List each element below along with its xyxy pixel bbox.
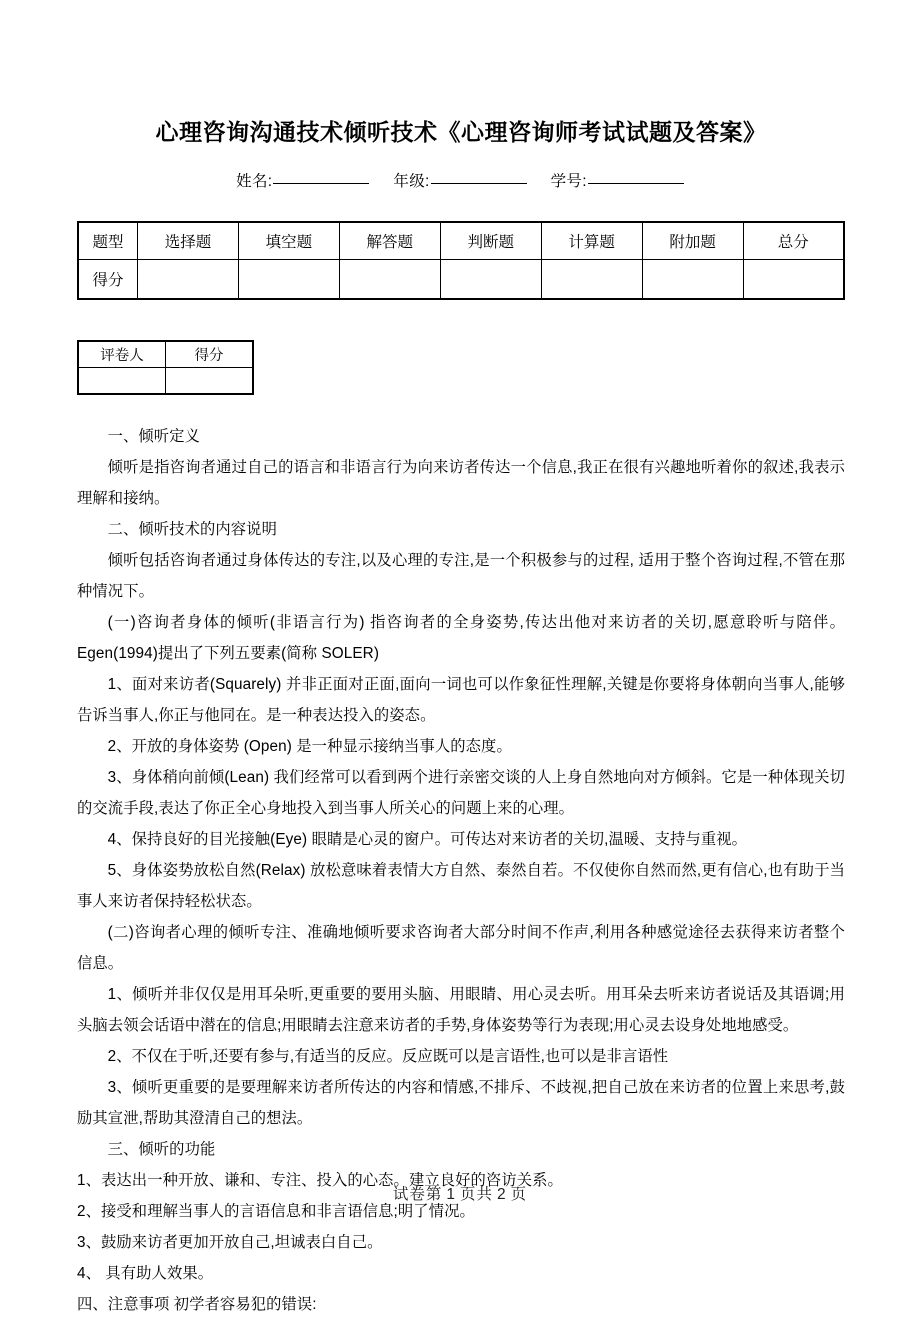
identity-line (77, 169, 845, 191)
body-paragraph: (一)咨询者身体的倾听(非语言行为) 指咨询者的全身姿势,传达出他对来访者的关切,愿意聆听与陪伴。 Egen(1994)提出了下列五要素(简称 SOLER) (77, 613, 845, 662)
body-paragraph: 二、倾听技术的内容说明 (107, 520, 277, 538)
score-header-cell: 选择题 (138, 222, 239, 260)
body-paragraph: 1、面对来访者(Squarely) 并非正面对正面,面向一词也可以作象征性理解,关键是你要将身体朝向当事人,能够告诉当事人,你正与他同在。是一种表达投入的姿态。 (77, 675, 845, 724)
score-table (77, 221, 845, 300)
score-value-cell[interactable] (440, 259, 541, 299)
score-header-cell: 填空题 (238, 222, 339, 260)
score-value-cell[interactable] (238, 259, 339, 299)
score-table-header-row (78, 222, 844, 260)
student-id-blank[interactable] (588, 182, 684, 184)
body-paragraph: 1、表达出一种开放、谦和、专注、投入的心态。建立良好的咨访关系。 (77, 1171, 563, 1189)
footer-total-pages: 2 (497, 1186, 507, 1203)
body-paragraph: 5、身体姿势放松自然(Relax) 放松意味着表情大方自然、泰然自若。不仅使你自然而然,更有信心,也有助于当事人来访者保持轻松状态。 (77, 861, 845, 910)
table-row (78, 259, 844, 299)
grader-table (77, 340, 254, 395)
score-value-cell[interactable] (743, 259, 844, 299)
body-paragraph: 倾听是指咨询者通过自己的语言和非语言行为向来访者传达一个信息,我正在很有兴趣地听着你的叙述,我表示理解和接纳。 (77, 458, 845, 507)
body-paragraph: 三、倾听的功能 (107, 1140, 216, 1158)
name-blank[interactable] (273, 182, 369, 184)
score-header-cell: 判断题 (440, 222, 541, 260)
score-header-cell: 题型 (78, 222, 138, 260)
body-paragraph: 4、保持良好的目光接触(Eye) 眼睛是心灵的窗户。可传达对来访者的关切,温暖、支持与重视。 (107, 830, 748, 848)
grader-header-cell: 评卷人 (78, 341, 166, 368)
body-paragraph: 4、 具有助人效果。 (77, 1264, 214, 1282)
footer-suffix: 页 (510, 1186, 528, 1203)
score-value-cell[interactable] (541, 259, 642, 299)
footer-prefix: 试卷第 (392, 1186, 443, 1203)
body-paragraph: 1、倾听并非仅仅是用耳朵听,更重要的要用头脑、用眼睛、用心灵去听。用耳朵去听来访者说话及其语调;用头脑去领会话语中潜在的信息;用眼睛去注意来访者的手势,身体姿势等行为表现;用心灵去设身处地地感受。 (77, 985, 845, 1034)
score-row-label: 得分 (78, 259, 138, 299)
student-id-label: 学号: (550, 172, 587, 190)
grader-value-cell[interactable] (166, 367, 254, 394)
score-header-cell: 计算题 (541, 222, 642, 260)
score-header-cell: 附加题 (642, 222, 743, 260)
score-value-cell[interactable] (339, 259, 440, 299)
score-value-cell[interactable] (138, 259, 239, 299)
body-paragraph: 倾听包括咨询者通过身体传达的专注,以及心理的专注,是一个积极参与的过程, 适用于整个咨询过程,不管在那种情况下。 (77, 551, 845, 600)
body-paragraph: 四、注意事项 初学者容易犯的错误: (77, 1295, 317, 1313)
page-sheet (77, 0, 845, 1320)
grader-header-cell: 得分 (166, 341, 254, 368)
body-paragraph: 一、倾听定义 (107, 427, 200, 445)
body-paragraph: 2、开放的身体姿势 (Open) 是一种显示接纳当事人的态度。 (107, 737, 512, 755)
body-paragraph: (二)咨询者心理的倾听专注、准确地倾听要求咨询者大部分时间不作声,利用各种感觉途径去获得来访者整个信息。 (77, 923, 845, 972)
score-value-cell[interactable] (642, 259, 743, 299)
score-header-cell: 总分 (743, 222, 844, 260)
score-header-cell: 解答题 (339, 222, 440, 260)
body-paragraph: 2、接受和理解当事人的言语信息和非言语信息;明了情况。 (77, 1202, 475, 1220)
grade-label: 年级: (393, 172, 430, 190)
body-paragraph: 2、不仅在于听,还要有参与,有适当的反应。反应既可以是言语性,也可以是非言语性 (107, 1047, 669, 1065)
body-paragraph: 3、鼓励来访者更加开放自己,坦诚表白自己。 (77, 1233, 383, 1251)
footer-middle: 页共 (459, 1186, 493, 1203)
page-title: 心理咨询沟通技术倾听技术《心理咨询师考试试题及答案》 (155, 119, 767, 145)
name-label: 姓名: (236, 172, 273, 190)
grader-value-cell[interactable] (78, 367, 166, 394)
body-paragraph: 3、身体稍向前倾(Lean) 我们经常可以看到两个进行亲密交谈的人上身自然地向对方倾斜。它是一种体现关切的交流手段,表达了你正全心身地投入到当事人所关心的问题上来的心理。 (77, 768, 845, 817)
grade-blank[interactable] (431, 182, 527, 184)
grader-table-header-row (78, 341, 253, 368)
table-row (78, 367, 253, 394)
page-footer (0, 1182, 920, 1204)
body-paragraph: 3、倾听更重要的是要理解来访者所传达的内容和情感,不排斥、不歧视,把自己放在来访者的位置上来思考,鼓励其宣泄,帮助其澄清自己的想法。 (77, 1078, 845, 1127)
footer-current-page: 1 (446, 1186, 456, 1203)
